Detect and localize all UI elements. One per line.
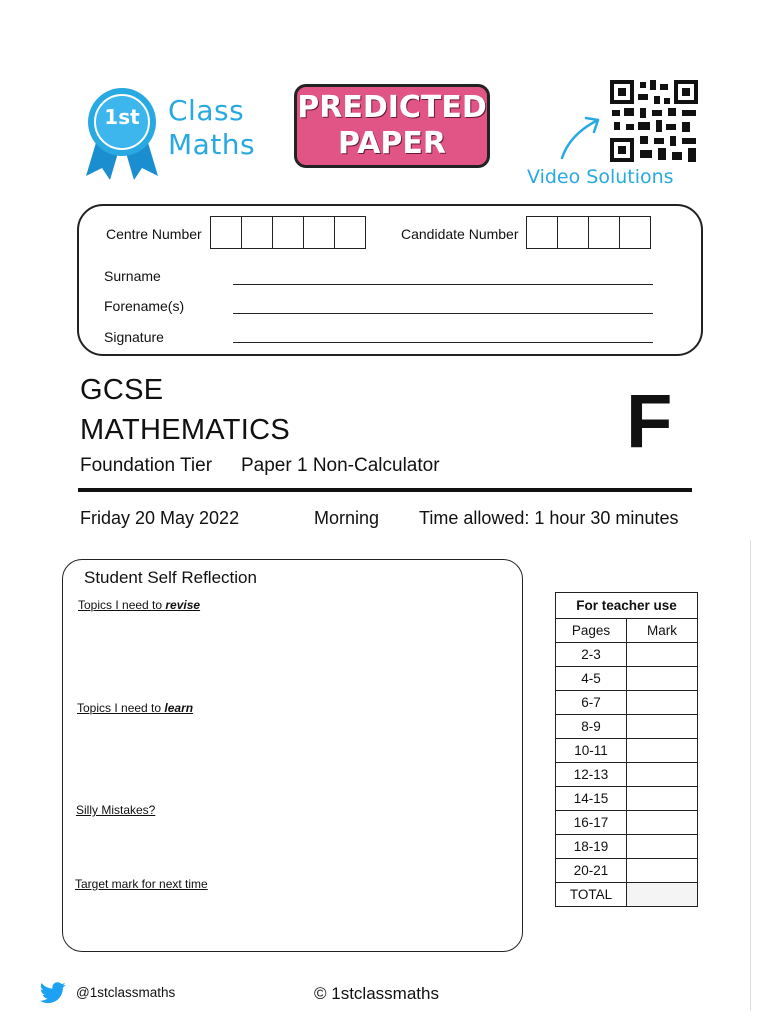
table-row	[556, 859, 698, 883]
pages-cell: 20-21	[556, 859, 627, 883]
mark-cell[interactable]	[627, 643, 698, 667]
surname-label: Surname	[104, 268, 161, 284]
self-reflection-title: Student Self Reflection	[84, 568, 257, 587]
candidate-number-boxes[interactable]	[527, 216, 651, 249]
mark-cell[interactable]	[627, 763, 698, 787]
exam-subject: MATHEMATICS	[80, 414, 291, 446]
mark-cell[interactable]	[627, 787, 698, 811]
mark-cell[interactable]	[627, 835, 698, 859]
badge-line-1: PREDICTED	[297, 90, 487, 125]
pages-cell: 6-7	[556, 691, 627, 715]
table-row	[556, 763, 698, 787]
rosette-number	[102, 102, 142, 130]
signature-line[interactable]	[233, 342, 653, 343]
centre-number-boxes[interactable]	[211, 216, 366, 249]
logo-line-2: Maths	[168, 128, 256, 161]
tier-letter: F	[626, 379, 673, 464]
mark-cell[interactable]	[627, 859, 698, 883]
centre-number-label: Centre Number	[106, 226, 202, 242]
table-row	[556, 691, 698, 715]
exam-paper: Paper 1 Non-Calculator	[241, 455, 440, 476]
page-edge-shadow	[750, 540, 751, 1010]
table-row	[556, 811, 698, 835]
teacher-use-table	[555, 592, 698, 907]
twitter-handle[interactable]: @1stclassmaths	[76, 985, 176, 1000]
learn-word: learn	[164, 701, 194, 715]
logo-line-1: Class	[168, 94, 245, 127]
centre-number-cell[interactable]	[210, 216, 242, 249]
candidate-number-cell[interactable]	[588, 216, 620, 249]
mark-cell[interactable]	[627, 691, 698, 715]
pages-cell: 10-11	[556, 739, 627, 763]
arrow-icon	[556, 112, 608, 164]
revise-word: revise	[165, 598, 201, 612]
revise-topics-label	[78, 598, 200, 612]
exam-tier: Foundation Tier	[80, 455, 213, 476]
twitter-icon[interactable]	[40, 982, 66, 1004]
total-label: TOTAL	[556, 883, 627, 907]
exam-session: Morning	[314, 508, 380, 528]
copyright: © 1stclassmaths	[314, 984, 439, 1003]
pages-cell: 14-15	[556, 787, 627, 811]
table-row	[556, 715, 698, 739]
mark-cell[interactable]	[627, 811, 698, 835]
centre-number-cell[interactable]	[334, 216, 366, 249]
table-row	[556, 835, 698, 859]
pages-cell: 8-9	[556, 715, 627, 739]
mark-cell[interactable]	[627, 667, 698, 691]
candidate-number-cell[interactable]	[526, 216, 558, 249]
pages-column-header: Pages	[556, 619, 627, 643]
table-row	[556, 643, 698, 667]
surname-line[interactable]	[233, 284, 653, 285]
candidate-number-cell[interactable]	[557, 216, 589, 249]
forenames-label: Forename(s)	[104, 298, 185, 314]
learn-prefix: Topics I need to	[77, 701, 165, 715]
rosette-icon	[80, 84, 164, 184]
target-mark-label: Target mark for next time	[75, 877, 208, 891]
logo	[80, 84, 260, 184]
signature-label: Signature	[104, 329, 164, 345]
pages-cell: 2-3	[556, 643, 627, 667]
total-mark-cell[interactable]	[627, 883, 698, 907]
candidate-number-label: Candidate Number	[401, 226, 519, 242]
qr-code-icon[interactable]	[608, 78, 700, 164]
forenames-line[interactable]	[233, 313, 653, 314]
predicted-paper-badge	[294, 84, 490, 168]
header-divider	[78, 488, 692, 492]
pages-cell: 18-19	[556, 835, 627, 859]
pages-cell: 12-13	[556, 763, 627, 787]
mark-cell[interactable]	[627, 715, 698, 739]
centre-number-cell[interactable]	[241, 216, 273, 249]
table-row	[556, 787, 698, 811]
learn-topics-label	[77, 701, 193, 715]
candidate-number-cell[interactable]	[619, 216, 651, 249]
table-row	[556, 667, 698, 691]
table-row	[556, 739, 698, 763]
total-row	[556, 883, 698, 907]
centre-number-cell[interactable]	[303, 216, 335, 249]
badge-line-2: PAPER	[337, 126, 447, 161]
self-reflection-box	[62, 559, 523, 952]
teacher-table-title: For teacher use	[556, 593, 698, 619]
exam-qualification: GCSE	[80, 374, 164, 406]
exam-date: Friday 20 May 2022	[80, 508, 240, 528]
video-solutions-label: Video Solutions	[527, 166, 674, 188]
pages-cell: 4-5	[556, 667, 627, 691]
silly-mistakes-label: Silly Mistakes?	[76, 803, 156, 817]
centre-number-cell[interactable]	[272, 216, 304, 249]
mark-column-header: Mark	[627, 619, 698, 643]
pages-cell: 16-17	[556, 811, 627, 835]
mark-cell[interactable]	[627, 739, 698, 763]
revise-prefix: Topics I need to	[78, 598, 166, 612]
rosette-text: 1st	[104, 105, 140, 129]
time-allowed: Time allowed: 1 hour 30 minutes	[419, 508, 679, 528]
